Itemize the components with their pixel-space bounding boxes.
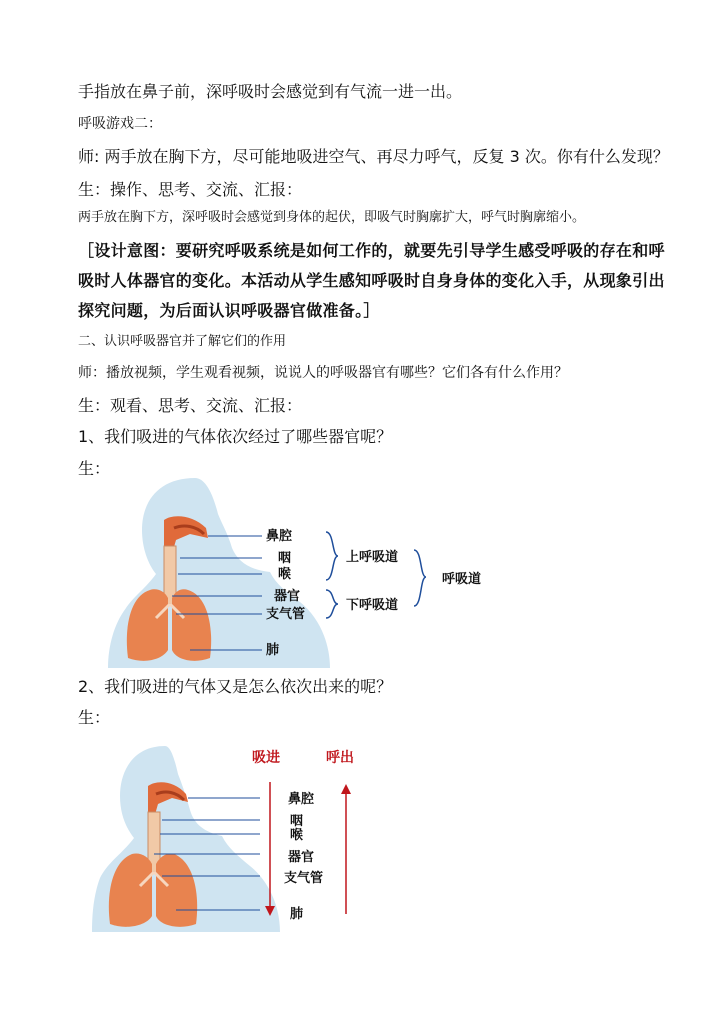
label-nasal-cavity: 鼻腔 (266, 529, 293, 544)
respiratory-tract-diagram (100, 478, 520, 668)
label-trachea: 器官 (274, 589, 301, 604)
answer-1-label: 生： (78, 459, 111, 478)
label-inhale: 吸进 (252, 750, 280, 766)
breathing-flow-diagram (90, 742, 390, 932)
label2-lungs: 肺 (290, 907, 304, 922)
text-line-5: 两手放在胸下方，深呼吸时会感觉到身体的起伏，即吸气时胸廓扩大，呼气时胸廓缩小。 (78, 210, 586, 225)
label-exhale: 呼出 (326, 750, 354, 766)
section-heading: 二、认识呼吸器官并了解它们的作用 (78, 334, 287, 349)
text-line-1: 手指放在鼻子前，深呼吸时会感觉到有气流一进一出。 (78, 82, 463, 101)
design-intent-line-1: ［设计意图：要研究呼吸系统是如何工作的，就要先引导学生感受呼吸的存在和呼 (78, 241, 665, 260)
question-2: 2、我们吸进的气体又是怎么依次出来的呢？ (78, 677, 393, 696)
text-line-11: 生：观看、思考、交流、汇报： (78, 396, 303, 415)
label-lower-tract: 下呼吸道 (346, 598, 399, 613)
label-respiratory-tract: 呼吸道 (442, 572, 482, 587)
text-line-4: 生：操作、思考、交流、汇报： (78, 180, 303, 199)
label2-larynx: 喉 (290, 828, 304, 843)
label2-trachea: 器官 (288, 850, 315, 865)
answer-2-label: 生： (78, 708, 111, 727)
exhale-arrow (341, 784, 351, 914)
label2-bronchi: 支气管 (284, 871, 324, 886)
label-pharynx: 咽 (278, 551, 292, 566)
text-line-2: 呼吸游戏二： (78, 116, 162, 132)
label2-nasal-cavity: 鼻腔 (288, 792, 315, 807)
label-larynx: 喉 (278, 567, 292, 582)
label2-pharynx: 咽 (290, 814, 304, 829)
label-upper-tract: 上呼吸道 (346, 550, 399, 565)
text-line-3: 师: 两手放在胸下方，尽可能地吸进空气、再尽力呼气，反复 3 次。你有什么发现？ (78, 147, 669, 166)
label-lungs: 肺 (266, 643, 280, 658)
design-intent-line-2: 吸时人体器官的变化。本活动从学生感知呼吸时自身身体的变化入手，从现象引出 (78, 271, 665, 290)
design-intent-line-3: 探究问题，为后面认识呼吸器官做准备。］ (78, 301, 380, 320)
label-bronchi: 支气管 (266, 607, 306, 622)
question-1: 1、我们吸进的气体依次经过了哪些器官呢？ (78, 427, 393, 446)
text-line-10: 师：播放视频，学生观看视频，说说人的呼吸器官有哪些？它们各有什么作用？ (78, 365, 568, 381)
